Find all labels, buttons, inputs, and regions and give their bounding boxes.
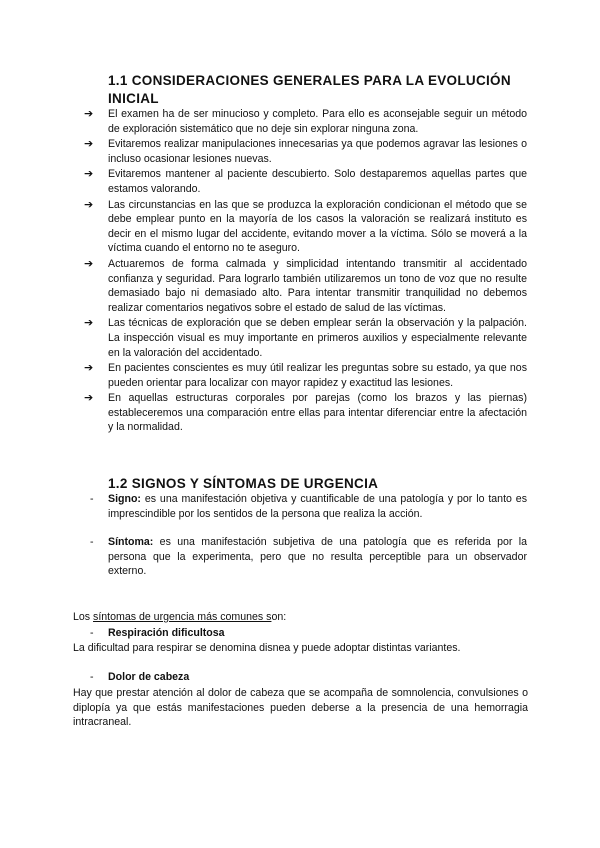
term-signo: Signo: bbox=[108, 493, 141, 505]
symptom-heading: - Respiración dificultosa bbox=[90, 627, 225, 639]
right-arrow-icon: ➔ bbox=[84, 198, 94, 211]
term-sintoma: Síntoma: bbox=[108, 536, 154, 549]
list-item: ➔ En pacientes conscientes es muy útil realizar les preguntas sobre su estado, ya que nos pueden orientar para localizar con mayor rapidez y exactitud las lesiones. bbox=[84, 362, 527, 389]
right-arrow-icon: ➔ bbox=[84, 317, 94, 330]
list-item: ➔ El examen ha de ser minucioso y completo. Para ello es aconsejable seguir un método de exploración sistemático que no deje sin explorar ninguna zona. bbox=[84, 108, 527, 135]
definitions-list bbox=[84, 492, 527, 579]
right-arrow-icon: ➔ bbox=[84, 257, 94, 270]
list-item: ➔ Las técnicas de exploración que se deben emplear serán la observación y la palpación. La inspección visual es muy importante en primeros auxilios y especialmente relevante en la valoración del accidentado. bbox=[84, 317, 527, 359]
list-item: ➔ Evitaremos realizar manipulaciones innecesarias ya que podemos agravar las lesiones o incluso ocasionar lesiones nuevas. bbox=[84, 138, 527, 165]
right-arrow-icon: ➔ bbox=[84, 138, 94, 151]
bullet-dash: - bbox=[90, 493, 94, 505]
list-item: ➔ Evitaremos mantener al paciente descubierto. Solo destaparemos aquellas partes que estamos valorando. bbox=[84, 168, 527, 195]
right-arrow-icon: ➔ bbox=[84, 108, 94, 120]
list-item: ➔ En aquellas estructuras corporales por parejas (como los brazos y las piernas) estableceremos una comparación entre ellas para intentar diferenciar entre la afectación y la normalidad. bbox=[84, 392, 527, 434]
right-arrow-icon: ➔ bbox=[84, 362, 94, 375]
section-2-title: 1.2 SIGNOS Y SÍNTOMAS DE URGENCIA bbox=[108, 476, 379, 491]
list-item: ➔ Las circunstancias en las que se produzca la exploración condicionan el método que se debe emplear punto en la mayoría de los casos la valoración se realizará instituto es decir en el mismo lugar del accidente, evitando mover a la víctima. Sólo se moverá a la víctima cuando el entorno no te aseguro. bbox=[84, 198, 527, 255]
definition-signo bbox=[84, 492, 527, 521]
list-item: ➔ Actuaremos de forma calmada y simplicidad intentando transmitir al accidentado confianza y seguridad. Para lograrlo también utilizaremos un tono de voz que no resulte demasiado bajo ni demasiado alto. Para intentar transmitir tranquilidad no debemos realizar comentarios negativos sobre el estado de salud de las víctimas. bbox=[84, 257, 527, 314]
bullet-dash: - bbox=[90, 536, 94, 549]
symptoms-intro: Los síntomas de urgencia más comunes son: bbox=[73, 611, 287, 623]
section-1-title: 1.1 CONSIDERACIONES GENERALES PARA LA EVOLUCIÓN INICIAL bbox=[108, 73, 511, 106]
definition-text: es una manifestación objetiva y cuantificable de una patología y por lo tanto es imprescindible por los sentidos de la persona que realiza la acción. bbox=[108, 493, 527, 520]
right-arrow-icon: ➔ bbox=[84, 392, 94, 405]
considerations-list bbox=[84, 107, 527, 436]
right-arrow-icon: ➔ bbox=[84, 168, 94, 181]
definition-text: es una manifestación subjetiva de una patología que es referida por la persona que la experimenta, pero que no resulta perceptible para un observador externo. bbox=[108, 536, 527, 578]
symptom-description: La dificultad para respirar se denomina disnea y puede adoptar distintas variantes. bbox=[73, 642, 461, 654]
definition-sintoma bbox=[84, 535, 527, 579]
symptom-description: Hay que prestar atención al dolor de cabeza que se acompaña de somnolencia, convulsiones o diplopía ya que estás manifestaciones pueden deberse a la presencia de una hemorragia intracraneal. bbox=[73, 687, 528, 729]
symptom-heading: - Dolor de cabeza bbox=[90, 671, 190, 683]
